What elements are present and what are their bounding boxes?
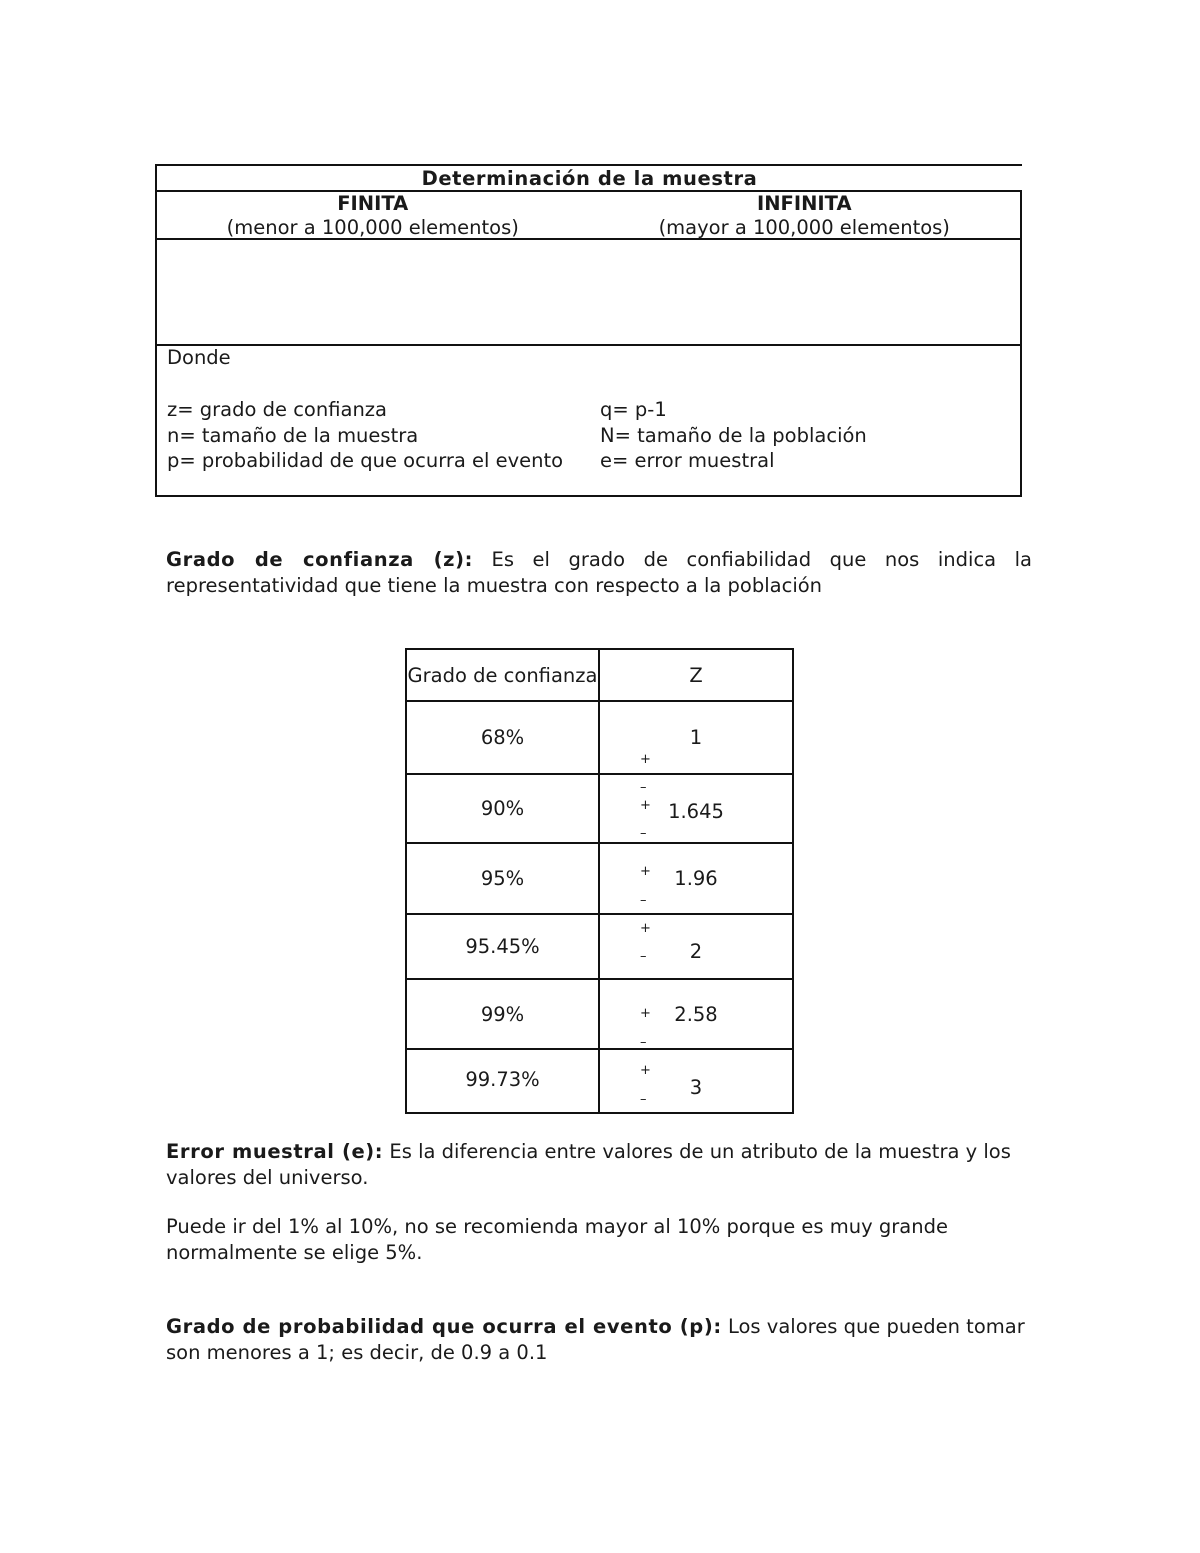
table-row	[405, 913, 794, 978]
infinite-column-header	[589, 192, 1021, 238]
minus-sign: –	[640, 949, 647, 964]
z-cell	[600, 1050, 792, 1112]
formula-area	[155, 240, 1022, 344]
definitions-cell	[155, 344, 1022, 497]
error-paragraph	[166, 1139, 1032, 1191]
probability-text: Los valores que pueden tomar son menores a 1; es decir, de 0.9 a 0.1	[166, 1315, 1025, 1364]
z-cell	[600, 915, 792, 978]
infinite-subheading: (mayor a 100,000 elementos)	[658, 216, 950, 239]
z-value: 2	[689, 940, 703, 963]
z-value: 3	[689, 1075, 703, 1099]
definition-z: z= grado de confianza	[167, 398, 387, 421]
z-values-table	[405, 648, 794, 1114]
probability-paragraph	[166, 1314, 1032, 1366]
level-cell: 99.73%	[407, 1050, 600, 1112]
definition-n: n= tamaño de la muestra	[167, 423, 419, 447]
z-cell	[600, 775, 792, 842]
minus-sign: –	[640, 893, 647, 908]
z-cell	[600, 980, 792, 1048]
level-cell: 99%	[407, 980, 600, 1048]
level-cell: 68%	[407, 702, 600, 773]
minus-sign: –	[640, 826, 647, 841]
definition-e: e= error muestral	[600, 449, 775, 472]
table-row	[405, 700, 794, 773]
z-value: 1	[689, 726, 703, 749]
definition-N: N= tamaño de la población	[600, 423, 867, 447]
definitions-right	[600, 397, 867, 474]
definition-q: q= p-1	[600, 398, 667, 421]
plus-sign: +	[640, 921, 651, 936]
table-header-row	[155, 190, 1022, 240]
level-cell: 95%	[407, 844, 600, 913]
table-title: Determinación de la muestra	[155, 164, 1022, 190]
confidence-paragraph	[166, 547, 1032, 599]
plus-sign: +	[640, 798, 651, 813]
table-row	[405, 773, 794, 842]
z-cell	[600, 702, 792, 773]
error-note-paragraph: Puede ir del 1% al 10%, no se recomienda mayor al 10% porque es muy grande normalmente se elige 5%.	[166, 1215, 948, 1264]
minus-sign: –	[640, 780, 647, 795]
confidence-term: Grado de confianza (z):	[166, 548, 473, 571]
error-text: Es la diferencia entre valores de un atributo de la muestra y los valores del universo.	[166, 1140, 1011, 1189]
header-z: Z	[689, 663, 703, 687]
z-cell	[600, 844, 792, 913]
z-table-header-row	[405, 648, 794, 700]
plus-sign: +	[640, 1006, 651, 1021]
plus-sign: +	[640, 864, 651, 879]
finite-subheading: (menor a 100,000 elementos)	[226, 216, 519, 239]
level-cell: 90%	[407, 775, 600, 842]
minus-sign: –	[640, 1035, 647, 1050]
probability-term: Grado de probabilidad que ocurra el evento (p):	[166, 1315, 722, 1338]
level-cell: 95.45%	[407, 915, 600, 978]
definitions-left	[167, 397, 579, 474]
header-confidence: Grado de confianza	[407, 650, 600, 700]
plus-sign: +	[640, 1063, 651, 1078]
confidence-text: Es el grado de confiabilidad que nos indica la representatividad que tiene la muestra con respecto a la población	[166, 548, 1032, 597]
table-row	[405, 978, 794, 1048]
minus-sign: –	[640, 1092, 647, 1107]
table-row	[405, 842, 794, 913]
table-row	[405, 1048, 794, 1114]
z-value: 2.58	[674, 1002, 718, 1026]
plus-sign: +	[640, 752, 651, 767]
error-term: Error muestral (e):	[166, 1140, 384, 1163]
where-label: Donde	[167, 346, 231, 369]
z-value: 1.96	[674, 867, 718, 890]
finite-column-header	[157, 192, 589, 238]
sample-determination-table	[155, 164, 1022, 497]
infinite-heading: INFINITA	[756, 192, 852, 215]
z-value: 1.645	[668, 800, 724, 823]
finite-heading: FINITA	[337, 192, 409, 215]
definition-p: p= probabilidad de que ocurra el evento	[167, 449, 564, 472]
